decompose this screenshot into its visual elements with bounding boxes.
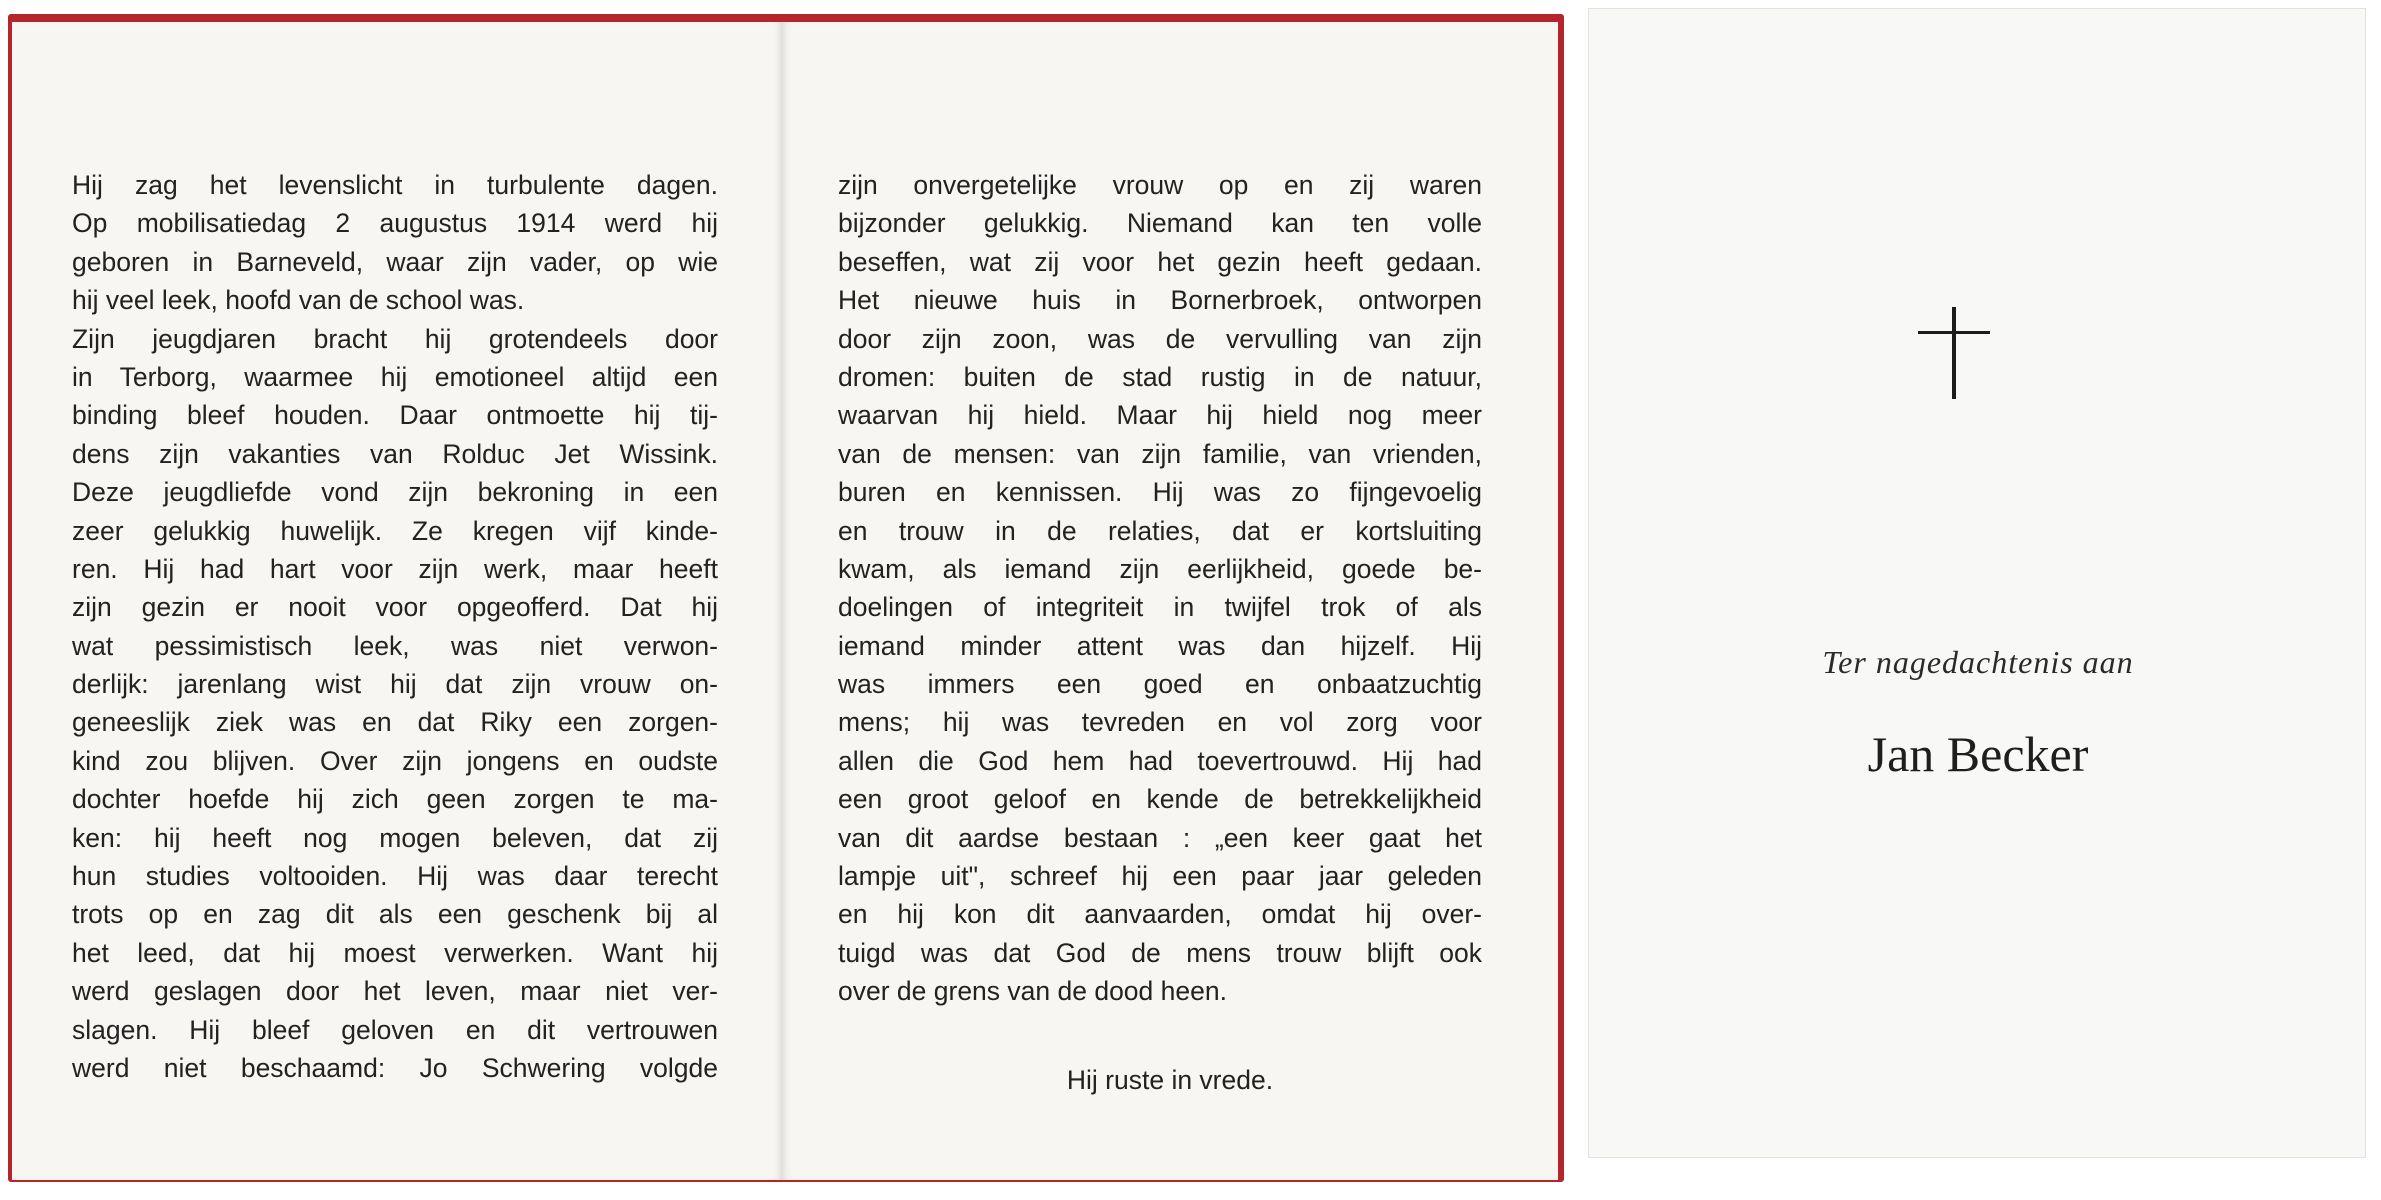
text-line: werd niet beschaamd: Jo Schwering volgde (72, 1052, 718, 1083)
text-line: hun studies voltooiden. Hij was daar terecht (72, 861, 718, 892)
text-line: iemand minder attent was dan hijzelf. Hij (838, 630, 1482, 661)
text-line: over de grens van de dood heen. (838, 976, 1227, 1007)
middle-inner-page (782, 22, 1558, 1180)
text-line: en hij kon dit aanvaarden, omdat hij over- (838, 899, 1482, 930)
text-line: kwam, als iemand zijn eerlijkheid, goede be- (838, 553, 1482, 584)
text-line: het leed, dat hij moest verwerken. Want hij (72, 937, 718, 968)
text-line: tuigd was dat God de mens trouw blijft ook (838, 937, 1482, 968)
text-line: hij veel leek, hoofd van de school was. (72, 285, 525, 316)
text-line: trots op en zag dit als een geschenk bij al (72, 899, 718, 930)
text-line: dochter hoefde hij zich geen zorgen te ma- (72, 784, 718, 815)
text-line: zijn onvergetelijke vrouw op en zij waren (838, 170, 1482, 200)
text-line: bijzonder gelukkig. Niemand kan ten volle (838, 208, 1482, 239)
text-line: slagen. Hij bleef geloven en dit vertrouwen (72, 1014, 718, 1045)
text-line: allen die God hem had toevertrouwd. Hij had (838, 745, 1482, 776)
text-line: buren en kennissen. Hij was zo fijngevoelig (838, 477, 1482, 508)
text-line: beseffen, wat zij voor het gezin heeft gedaan. (838, 246, 1482, 277)
text-line: Deze jeugdliefde vond zijn bekroning in een (72, 477, 718, 508)
text-line: geneeslijk ziek was en dat Riky een zorgen- (72, 707, 718, 738)
text-line: derlijk: jarenlang wist hij dat zijn vrouw on- (72, 669, 718, 700)
cross-icon (1914, 307, 1994, 399)
cross-horizontal-bar (1918, 331, 1990, 334)
text-line: doelingen of integriteit in twijfel trok of als (838, 592, 1482, 623)
text-line: zeer gelukkig huwelijk. Ze kregen vijf kinde- (72, 515, 718, 546)
memorial-caption: Ter nagedachtenis aan (1822, 644, 2134, 680)
text-line: Zijn jeugdjaren bracht hij grotendeels door (72, 323, 718, 354)
text-line: was immers een goed en onbaatzuchtig (838, 669, 1482, 700)
deceased-name: Jan Becker (1867, 726, 2089, 782)
text-line: een groot geloof en kende de betrekkelijkheid (838, 784, 1482, 815)
biography-text-left (72, 166, 718, 1087)
cross-vertical-bar (1952, 307, 1956, 399)
text-line: van de mensen: van zijn familie, van vrienden, (838, 438, 1482, 469)
text-line: dens zijn vakanties van Rolduc Jet Wissink. (72, 438, 718, 469)
text-line: dromen: buiten de stad rustig in de natuur, (838, 361, 1482, 392)
front-cover-page (1588, 8, 2366, 1158)
text-line: Op mobilisatiedag 2 augustus 1914 werd hij (72, 208, 718, 239)
biography-text-right (838, 166, 1482, 1011)
text-line: van dit aardse bestaan : „een keer gaat het (838, 822, 1482, 853)
text-line: binding bleef houden. Daar ontmoette hij tij- (72, 400, 718, 431)
text-line: waarvan hij hield. Maar hij hield nog meer (838, 400, 1482, 431)
text-line: in Terborg, waarmee hij emotioneel altijd een (72, 361, 718, 392)
text-line: ren. Hij had hart voor zijn werk, maar heeft (72, 553, 718, 584)
closing-blessing: Hij ruste in vrede. (1066, 1065, 1274, 1095)
text-line: zijn gezin er nooit voor opgeofferd. Dat hij (72, 592, 718, 623)
text-line: mens; hij was tevreden en vol zorg voor (838, 707, 1482, 738)
text-line: Het nieuwe huis in Bornerbroek, ontworpen (838, 285, 1482, 316)
text-line: kind zou blijven. Over zijn jongens en oudste (72, 745, 718, 776)
text-line: Hij zag het levenslicht in turbulente dagen. (72, 170, 718, 200)
text-line: wat pessimistisch leek, was niet verwon- (72, 630, 718, 661)
text-line: lampje uit", schreef hij een paar jaar geleden (838, 861, 1482, 892)
text-line: en trouw in de relaties, dat er kortsluiting (838, 515, 1482, 546)
text-line: ken: hij heeft nog mogen beleven, dat zij (72, 822, 718, 853)
text-line: werd geslagen door het leven, maar niet ver- (72, 976, 718, 1007)
left-inner-page (12, 22, 782, 1180)
text-line: door zijn zoon, was de vervulling van zijn (838, 323, 1482, 354)
text-line: geboren in Barneveld, waar zijn vader, op wie (72, 246, 718, 277)
